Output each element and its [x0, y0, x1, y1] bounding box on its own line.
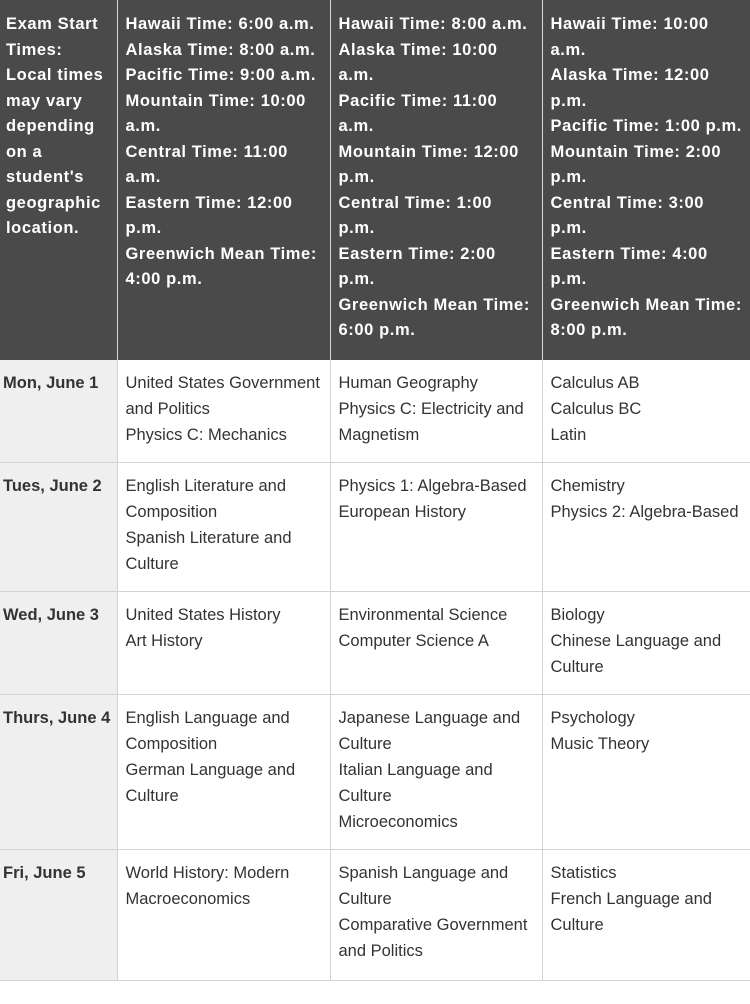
- exam-name: United States Government and Politics: [125, 374, 320, 418]
- slot-1-central-time: Central Time: 11:00 a.m.: [125, 142, 288, 186]
- exam-name: Microeconomics: [338, 812, 458, 831]
- table-row: [0, 591, 750, 694]
- slot-1-greenwich-time: Greenwich Mean Time: 4:00 p.m.: [125, 244, 317, 288]
- exam-name: Spanish Language and Culture: [338, 863, 509, 908]
- exam-cell: [117, 591, 330, 694]
- exam-cell: [542, 849, 750, 980]
- table-body: [0, 360, 750, 980]
- exam-name: Chinese Language and Culture: [550, 631, 722, 676]
- exam-name: Spanish Literature and Culture: [125, 528, 292, 573]
- exam-name: Calculus BC: [550, 400, 642, 418]
- slot-1-mountain-time: Mountain Time: 10:00 a.m.: [125, 91, 306, 135]
- exam-name: European History: [338, 502, 466, 521]
- exam-name: Computer Science A: [338, 631, 489, 650]
- table-row: [0, 694, 750, 849]
- slot-2-hawaii-time: Hawaii Time: 8:00 a.m.: [338, 15, 528, 33]
- exam-name: Japanese Language and Culture: [338, 708, 521, 753]
- slot-2-eastern-time: Eastern Time: 2:00 p.m.: [338, 244, 496, 288]
- slot-3-greenwich-time: Greenwich Mean Time: 8:00 p.m.: [550, 295, 742, 339]
- header-slot-3: [542, 0, 750, 360]
- slot-3-central-time: Central Time: 3:00 p.m.: [550, 193, 705, 237]
- exam-name: English Literature and Composition: [125, 476, 287, 521]
- slot-3-mountain-time: Mountain Time: 2:00 p.m.: [550, 142, 722, 186]
- table-row: [0, 462, 750, 591]
- slot-2-central-time: Central Time: 1:00 p.m.: [338, 193, 493, 237]
- slot-1-pacific-time: Pacific Time: 9:00 a.m.: [125, 66, 316, 84]
- slot-1-hawaii-time: Hawaii Time: 6:00 a.m.: [125, 15, 315, 33]
- slot-2-mountain-time: Mountain Time: 12:00 p.m.: [338, 142, 519, 186]
- day-label: Thurs, June 4: [0, 694, 117, 849]
- exam-name: World History: Modern: [125, 863, 290, 882]
- slot-2-greenwich-time: Greenwich Mean Time: 6:00 p.m.: [338, 295, 530, 339]
- day-label: Fri, June 5: [0, 849, 117, 980]
- slot-3-eastern-time: Eastern Time: 4:00 p.m.: [550, 244, 708, 288]
- exam-cell: [117, 849, 330, 980]
- exam-cell: [542, 360, 750, 462]
- exam-cell: [330, 360, 542, 462]
- exam-cell: [542, 694, 750, 849]
- exam-cell: [117, 462, 330, 591]
- slot-3-hawaii-time: Hawaii Time: 10:00 a.m.: [550, 15, 709, 59]
- exam-name: German Language and Culture: [125, 760, 296, 805]
- exam-name: Italian Language and Culture: [338, 760, 493, 805]
- exam-name: Physics C: Electricity and Magnetism: [338, 400, 524, 444]
- exam-name: Statistics: [550, 863, 617, 882]
- exam-cell: [330, 462, 542, 591]
- table-header: [0, 0, 750, 360]
- exam-name: Art History: [125, 631, 203, 650]
- exam-name: Biology: [550, 605, 605, 624]
- header-row: [0, 0, 750, 360]
- exam-cell: [117, 360, 330, 462]
- slot-1-alaska-time: Alaska Time: 8:00 a.m.: [125, 40, 316, 59]
- exam-name: Latin: [550, 426, 587, 444]
- exam-cell: [330, 849, 542, 980]
- exam-name: English Language and Composition: [125, 708, 290, 753]
- table-row: [0, 849, 750, 980]
- exam-cell: [542, 591, 750, 694]
- exam-name: Music Theory: [550, 734, 650, 753]
- day-label: Tues, June 2: [0, 462, 117, 591]
- header-corner-label: Exam Start Times: Local times may vary depending on a student's geographic location.: [0, 0, 117, 360]
- exam-name: Calculus AB: [550, 374, 640, 392]
- header-slot-2: [330, 0, 542, 360]
- exam-name: Psychology: [550, 708, 635, 727]
- exam-name: Comparative Government and Politics: [338, 915, 528, 960]
- day-label: Wed, June 3: [0, 591, 117, 694]
- exam-name: Physics 2: Algebra-Based: [550, 502, 739, 521]
- exam-name: Human Geography: [338, 374, 478, 392]
- day-label: Mon, June 1: [0, 360, 117, 462]
- exam-name: Physics C: Mechanics: [125, 426, 287, 444]
- slot-3-pacific-time: Pacific Time: 1:00 p.m.: [550, 117, 742, 135]
- exam-name: French Language and Culture: [550, 889, 712, 934]
- exam-cell: [330, 694, 542, 849]
- exam-name: United States History: [125, 605, 281, 624]
- exam-name: Chemistry: [550, 476, 625, 495]
- slot-2-pacific-time: Pacific Time: 11:00 a.m.: [338, 91, 498, 135]
- exam-name: Physics 1: Algebra-Based: [338, 476, 527, 495]
- header-slot-1: [117, 0, 330, 360]
- exam-cell: [542, 462, 750, 591]
- exam-name: Environmental Science: [338, 605, 508, 624]
- exam-cell: [117, 694, 330, 849]
- table-row: [0, 360, 750, 462]
- slot-1-eastern-time: Eastern Time: 12:00 p.m.: [125, 193, 293, 237]
- slot-3-alaska-time: Alaska Time: 12:00 p.m.: [550, 66, 710, 110]
- exam-name: Macroeconomics: [125, 889, 251, 908]
- exam-cell: [330, 591, 542, 694]
- slot-2-alaska-time: Alaska Time: 10:00 a.m.: [338, 40, 498, 84]
